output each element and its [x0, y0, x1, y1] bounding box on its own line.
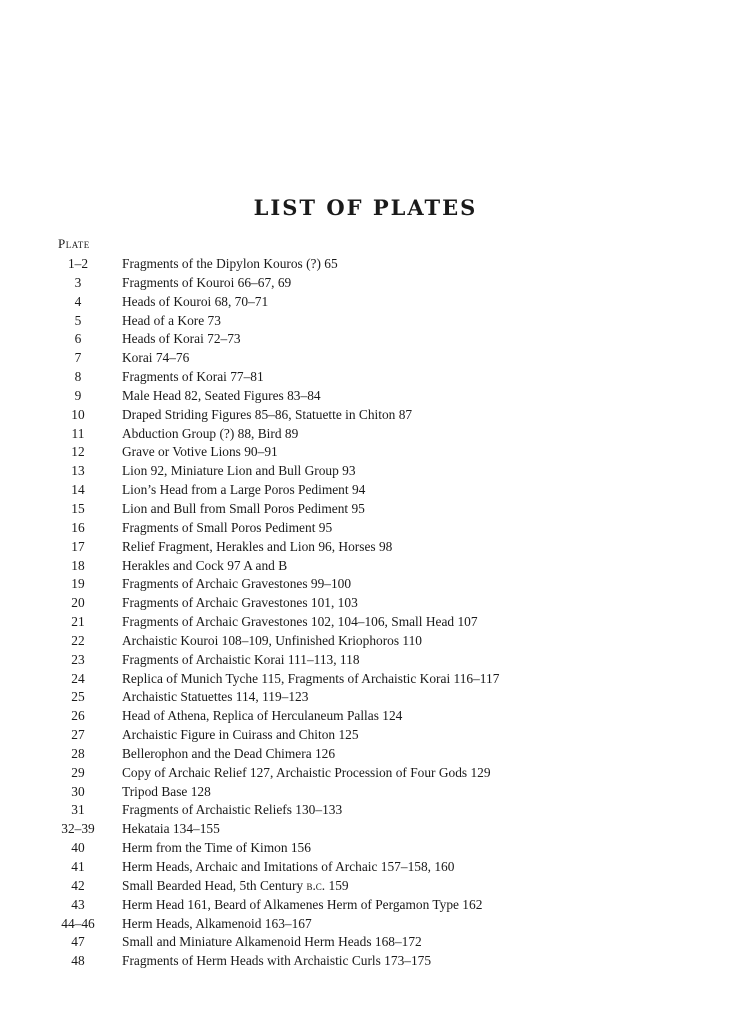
plate-number: 26 [71, 708, 85, 724]
plate-column-heading: Plate [58, 236, 90, 251]
plate-description: Archaistic Statuettes 114, 119–123 [122, 689, 309, 705]
plate-number: 13 [71, 463, 85, 479]
plate-entry [55, 726, 675, 745]
plate-entry [55, 745, 675, 764]
plate-description: Replica of Munich Tyche 115, Fragments of Archaistic Korai 116–117 [122, 670, 500, 686]
plate-description: Heads of Kouroi 68, 70–71 [122, 293, 269, 309]
plate-number: 24 [71, 670, 85, 686]
plate-entry [55, 575, 675, 594]
plate-description: Male Head 82, Seated Figures 83–84 [122, 387, 321, 403]
plate-description: Fragments of Herm Heads with Archaistic Curls 173–175 [122, 953, 432, 969]
plate-description: Fragments of Kouroi 66–67, 69 [122, 274, 292, 290]
plate-number: 47 [71, 934, 85, 950]
plate-number: 6 [74, 331, 82, 347]
plate-number: 23 [71, 651, 85, 667]
plate-number: 25 [71, 689, 85, 705]
plate-description: Archaistic Figure in Cuirass and Chiton 125 [122, 727, 359, 743]
plate-entry [55, 274, 675, 293]
plate-number: 29 [71, 764, 85, 780]
plate-description: Herm Head 161, Beard of Alkamenes Herm of Pergamon Type 162 [122, 896, 483, 912]
page-title: LIST OF PLATES [253, 195, 478, 220]
plate-number: 4 [74, 293, 82, 309]
plate-entry [55, 255, 675, 274]
plate-description: Head of a Kore 73 [122, 312, 221, 328]
plate-entry [55, 896, 675, 915]
plate-entry [55, 406, 675, 425]
plate-description: Fragments of Small Poros Pediment 95 [122, 519, 333, 535]
plate-description: Fragments of Archaic Gravestones 99–100 [122, 576, 352, 592]
plate-entry [55, 952, 675, 971]
plate-entry [55, 349, 675, 368]
plate-number: 7 [74, 350, 82, 366]
plate-number: 30 [71, 783, 85, 799]
plate-entry [55, 915, 675, 934]
plate-number: 1–2 [67, 256, 89, 271]
plate-entry [55, 670, 675, 689]
plate-number: 32–39 [61, 821, 95, 837]
plate-entry [55, 538, 675, 557]
plate-description: Fragments of Korai 77–81 [122, 369, 264, 385]
plate-entry [55, 632, 675, 651]
plate-number: 9 [74, 387, 82, 403]
plate-entry [55, 387, 675, 406]
plate-number: 10 [71, 406, 85, 422]
plate-number: 48 [71, 953, 85, 969]
plate-description: Tripod Base 128 [122, 783, 211, 799]
plate-number: 20 [71, 595, 85, 611]
plate-number: 12 [71, 444, 85, 460]
plate-entry [55, 839, 675, 858]
plate-entry [55, 877, 675, 896]
plate-entry [55, 557, 675, 576]
plate-description: Herakles and Cock 97 A and B [122, 557, 288, 573]
plate-number: 18 [71, 557, 85, 573]
plate-entry [55, 293, 675, 312]
plate-description: Head of Athena, Replica of Herculaneum Pallas 124 [122, 708, 403, 724]
plate-entry [55, 688, 675, 707]
plate-description: Grave or Votive Lions 90–91 [122, 444, 278, 460]
plate-entry [55, 500, 675, 519]
plate-number: 27 [71, 727, 85, 743]
plate-number: 17 [71, 538, 85, 554]
plate-entry [55, 330, 675, 349]
plate-description: Small Bearded Head, 5th Century b.c. 159 [122, 877, 349, 893]
plate-description: Fragments of the Dipylon Kouros (?) 65 [122, 256, 338, 271]
plate-description: Bellerophon and the Dead Chimera 126 [122, 745, 336, 761]
plate-entry [55, 425, 675, 444]
plate-description: Fragments of Archaistic Reliefs 130–133 [122, 802, 343, 818]
plate-description: Fragments of Archaic Gravestones 102, 104–106, Small Head 107 [122, 614, 478, 630]
plate-description: Lion and Bull from Small Poros Pediment 95 [122, 500, 365, 516]
plate-description: Abduction Group (?) 88, Bird 89 [122, 425, 299, 441]
plate-number: 31 [71, 802, 85, 818]
plate-description: Fragments of Archaic Gravestones 101, 103 [122, 595, 358, 611]
plate-description: Lion’s Head from a Large Poros Pediment 94 [122, 482, 366, 498]
plate-description: Lion 92, Miniature Lion and Bull Group 93 [122, 463, 356, 479]
plate-number: 14 [71, 482, 85, 498]
plate-description: Fragments of Archaistic Korai 111–113, 118 [122, 651, 360, 667]
plate-number: 28 [71, 745, 85, 761]
plate-description: Heads of Korai 72–73 [122, 331, 241, 347]
plate-number: 15 [71, 500, 85, 516]
plate-description: Copy of Archaic Relief 127, Archaistic Procession of Four Gods 129 [122, 764, 491, 780]
plate-entry [55, 312, 675, 331]
plate-description: Archaistic Kouroi 108–109, Unfinished Kriophoros 110 [122, 632, 423, 648]
plate-entry [55, 443, 675, 462]
plate-entry [55, 820, 675, 839]
plate-list [55, 255, 675, 971]
plate-entry [55, 594, 675, 613]
plate-number: 43 [71, 896, 85, 912]
plate-entry [55, 858, 675, 877]
plate-description: Herm from the Time of Kimon 156 [122, 840, 311, 856]
plate-entry [55, 481, 675, 500]
plate-entry [55, 613, 675, 632]
plate-entry [55, 368, 675, 387]
plate-number: 40 [71, 840, 85, 856]
plate-entry [55, 707, 675, 726]
plate-entry [55, 462, 675, 481]
plate-entry [55, 764, 675, 783]
plate-number: 16 [71, 519, 85, 535]
plate-number: 3 [74, 274, 82, 290]
plate-number: 19 [71, 576, 85, 592]
plate-number: 21 [71, 614, 85, 630]
plate-entry [55, 801, 675, 820]
plate-description: Korai 74–76 [122, 350, 190, 366]
plate-number: 42 [71, 877, 85, 893]
plate-description: Herm Heads, Alkamenoid 163–167 [122, 915, 312, 931]
plate-number: 44–46 [61, 915, 95, 931]
plate-entry [55, 519, 675, 538]
plate-description: Hekataia 134–155 [122, 821, 220, 837]
plate-number: 41 [71, 859, 85, 874]
plate-description: Draped Striding Figures 85–86, Statuette in Chiton 87 [122, 406, 413, 422]
plate-description: Herm Heads, Archaic and Imitations of Archaic 157–158, 160 [122, 859, 455, 874]
plate-number: 11 [71, 425, 85, 441]
plate-number: 8 [74, 369, 82, 385]
plate-number: 5 [74, 312, 82, 328]
plate-description: Small and Miniature Alkamenoid Herm Heads 168–172 [122, 934, 422, 950]
plate-entry [55, 651, 675, 670]
plate-description: Relief Fragment, Herakles and Lion 96, Horses 98 [122, 538, 393, 554]
plate-entry [55, 783, 675, 802]
plate-number: 22 [71, 632, 85, 648]
plate-entry [55, 933, 675, 952]
